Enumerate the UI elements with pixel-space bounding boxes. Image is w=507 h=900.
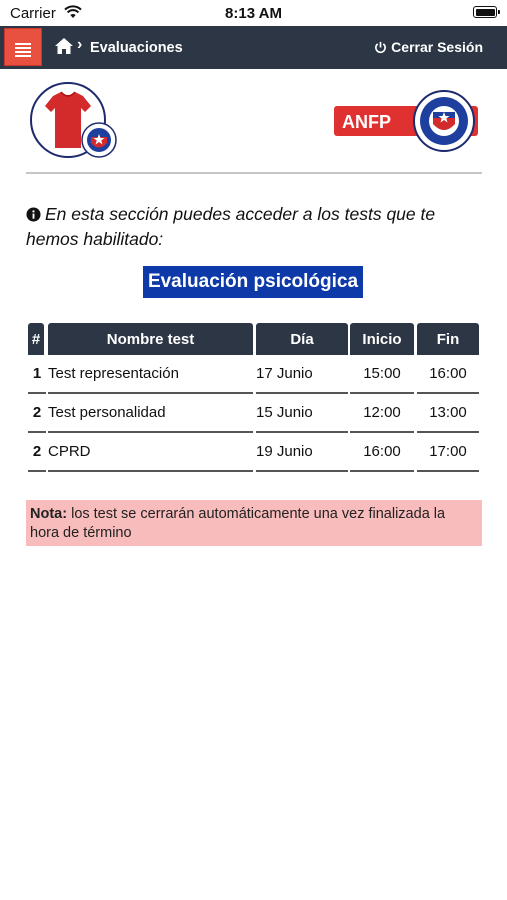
cell-day: 17 Junio (256, 355, 348, 394)
cell-num: 2 (28, 394, 46, 433)
header-divider (26, 172, 482, 174)
intro-label: En esta sección puedes acceder a los tests que te hemos habilitado: (26, 204, 436, 249)
cell-name: Test representación (48, 355, 253, 394)
tests-table (28, 323, 480, 472)
cell-start: 15:00 (350, 355, 414, 394)
cell-end: 13:00 (417, 394, 479, 433)
note-box (26, 500, 482, 546)
table-row[interactable] (28, 355, 480, 394)
section-title: Evaluación psicológica (143, 266, 363, 298)
chevron-right-icon: › (77, 36, 83, 53)
cell-end: 16:00 (417, 355, 479, 394)
svg-text:ANFP: ANFP (342, 112, 391, 132)
table-header (28, 323, 480, 355)
cell-day: 19 Junio (256, 433, 348, 472)
team-shirt-logo (28, 82, 122, 162)
note-label: Nota: (30, 506, 68, 522)
header-start: Inicio (350, 323, 414, 355)
cell-num: 2 (28, 433, 46, 472)
header-day: Día (256, 323, 348, 355)
cell-name: Test personalidad (48, 394, 253, 433)
logout-button[interactable] (374, 39, 483, 55)
top-navbar (0, 26, 507, 69)
info-icon (26, 207, 41, 222)
note-text: los test se cerrarán automáticamente una vez finalizada la hora de término (30, 506, 446, 541)
header-end: Fin (417, 323, 479, 355)
table-row[interactable] (28, 394, 480, 433)
clock: 8:13 AM (225, 5, 282, 22)
header-num: # (28, 323, 44, 355)
table-row[interactable] (28, 433, 480, 472)
carrier-label: Carrier (10, 5, 56, 22)
intro-text (26, 202, 482, 252)
cell-start: 16:00 (350, 433, 414, 472)
breadcrumb-title: Evaluaciones (90, 40, 183, 56)
anfp-logo (334, 90, 480, 152)
header-name: Nombre test (48, 323, 253, 355)
logout-label: Cerrar Sesión (391, 39, 483, 55)
menu-button[interactable] (4, 28, 42, 66)
cell-day: 15 Junio (256, 394, 348, 433)
power-icon (374, 41, 387, 54)
cell-start: 12:00 (350, 394, 414, 433)
cell-end: 17:00 (417, 433, 479, 472)
cell-name: CPRD (48, 433, 253, 472)
home-icon[interactable] (54, 37, 74, 55)
status-bar (0, 0, 507, 26)
cell-num: 1 (28, 355, 46, 394)
battery-icon (473, 6, 497, 18)
